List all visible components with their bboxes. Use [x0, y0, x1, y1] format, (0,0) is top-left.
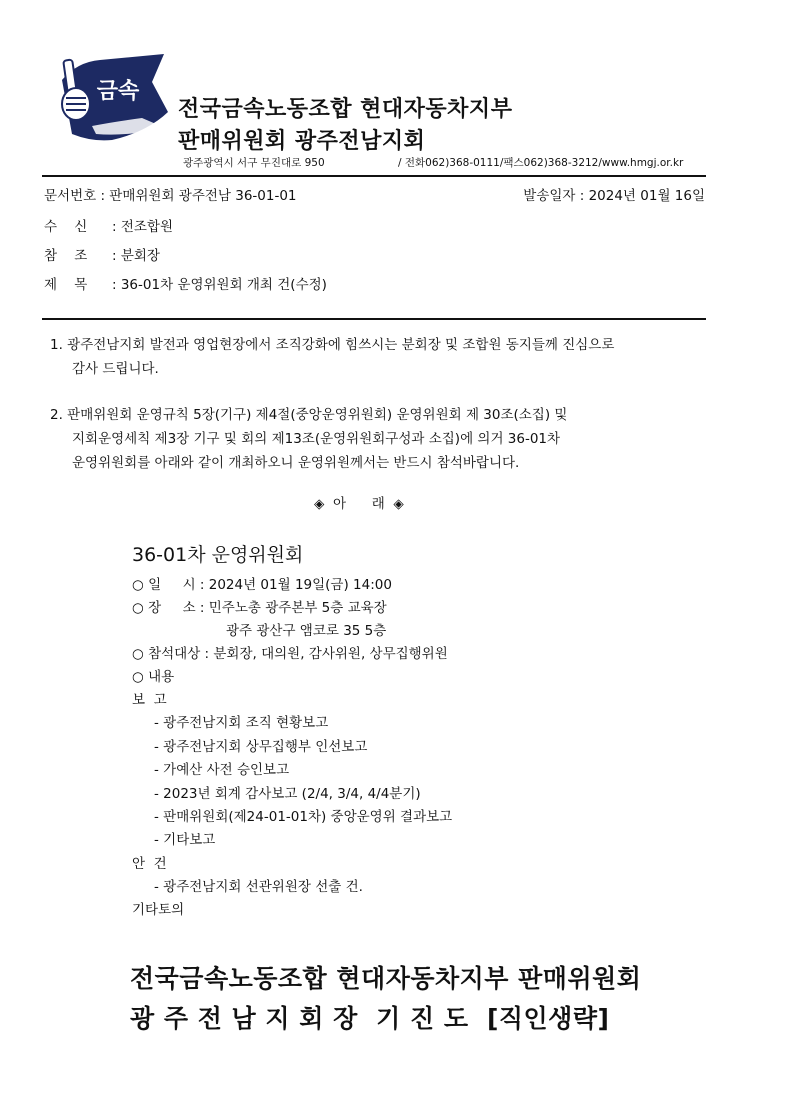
- report-item: - 기타보고: [154, 832, 216, 848]
- send-date: 발송일자 : 2024년 01월 16일: [523, 188, 705, 204]
- agenda-item: - 광주전남지회 선관위원장 선출 건.: [154, 879, 363, 895]
- header-top-rule: [42, 175, 706, 177]
- recipient-value: : 전조합원: [112, 219, 174, 235]
- logo-text: 금속: [96, 79, 140, 104]
- reference-label: 참 조: [44, 248, 88, 264]
- report-heading: 보 고: [132, 692, 167, 708]
- subject-label: 제 목: [44, 277, 88, 293]
- agenda-place: ○ 장 소 : 민주노총 광주본부 5층 교육장: [132, 600, 387, 616]
- agenda-date: ○ 일 시 : 2024년 01월 19일(금) 14:00: [132, 577, 392, 593]
- agenda-attendees: ○ 참석대상 : 분회장, 대의원, 감사위원, 상무집행위원: [132, 646, 448, 662]
- paragraph-2-line-1: 2. 판매위원회 운영규칙 5장(기구) 제4절(중앙운영위원회) 운영위원회 제 30조(소집) 및: [50, 407, 568, 423]
- paragraph-2-line-3: 운영위원회를 아래와 같이 개최하오니 운영위원께서는 반드시 참석바랍니다.: [72, 455, 520, 471]
- reference-row: [44, 244, 160, 264]
- agenda-heading: 안 건: [132, 856, 167, 872]
- org-name-line2: 판매위원회 광주전남지회: [178, 129, 426, 154]
- subject-value: : 36-01차 운영위원회 개최 건(수정): [112, 277, 327, 293]
- agenda-place-detail: 광주 광산구 앰코로 35 5층: [226, 623, 387, 639]
- org-address: 광주광역시 서구 무진대로 950: [183, 157, 325, 169]
- report-item: - 광주전남지회 조직 현황보고: [154, 715, 329, 731]
- report-item: - 판매위원회(제24-01-01차) 중앙운영위 결과보고: [154, 809, 453, 825]
- reference-value: : 분회장: [112, 248, 160, 264]
- recipient-row: [44, 215, 173, 235]
- doc-number: 문서번호 : 판매위원회 광주전남 36-01-01: [44, 188, 297, 204]
- union-logo: [52, 52, 172, 144]
- paragraph-2-line-2: 지회운영세칙 제3장 기구 및 회의 제13조(운영위원회구성과 소집)에 의거 36-01차: [72, 431, 561, 447]
- footer-org: 전국금속노동조합 현대자동차지부 판매위원회: [130, 964, 642, 993]
- report-item: - 가예산 사전 승인보고: [154, 762, 290, 778]
- footer-signature: 광 주 전 남 지 회 장 기 진 도 [직인생략]: [130, 1004, 610, 1033]
- agenda-title: 36-01차 운영위원회: [132, 544, 304, 566]
- subject-row: [44, 273, 327, 293]
- paragraph-1-line-2: 감사 드립니다.: [72, 361, 159, 377]
- report-item: - 광주전남지회 상무집행부 인선보고: [154, 739, 368, 755]
- below-marker: ◈ 아 래 ◈: [314, 496, 404, 512]
- header-bottom-rule: [42, 318, 706, 320]
- recipient-label: 수 신: [44, 219, 88, 235]
- agenda-content: ○ 내용: [132, 669, 175, 685]
- org-name-line1: 전국금속노동조합 현대자동차지부: [178, 97, 513, 122]
- org-contact: / 전화062)368-0111/팩스062)368-3212/www.hmgj.or.kr: [398, 157, 684, 169]
- misc-discussion: 기타토의: [132, 902, 185, 918]
- paragraph-1-line-1: 1. 광주전남지회 발전과 영업현장에서 조직강화에 힘쓰시는 분회장 및 조합원 동지들께 진심으로: [50, 337, 615, 353]
- report-item: - 2023년 회계 감사보고 (2/4, 3/4, 4/4분기): [154, 786, 421, 802]
